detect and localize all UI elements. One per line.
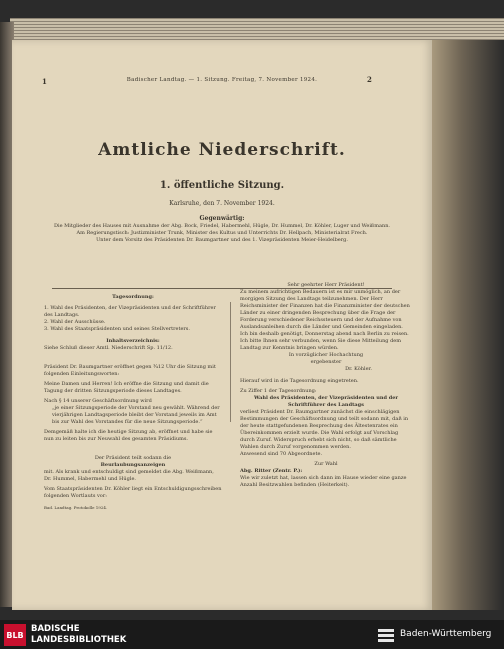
session-date: Karlsruhe, den 7. November 1924. <box>169 200 275 207</box>
page-number-right: 2 <box>367 75 372 84</box>
agenda-item: 1. Wahl des Präsidenten, der Vizepräsidenten und der Schriftführer des Landtags. <box>44 305 216 318</box>
letter-salutation: Sehr geehrter Herr Präsident! <box>287 282 365 288</box>
present-list <box>42 223 402 244</box>
running-head: Badischer Landtag. — 1. Sitzung. Freitag, 7. November 1924. <box>126 77 318 83</box>
paragraph: Nach § 14 unserer Geschäftsordnung wird <box>44 398 152 404</box>
section-heading: Wahl des Präsidenten, der Vizepräsidenten und der Schriftführer des Landtags <box>253 395 399 408</box>
library-name <box>31 624 126 646</box>
letter-closing: ergebenster <box>310 359 342 365</box>
letter-signature: Dr. Köhler. <box>345 366 372 372</box>
library-name-line1: BADISCHE <box>31 624 80 634</box>
blb-logo-icon[interactable]: BLB <box>4 624 26 646</box>
session-subtitle: 1. öffentliche Sitzung. <box>159 180 285 191</box>
contents-line: Siehe Schluß dieser Amtl. Niederschrift Sp. 11/12. <box>44 345 173 351</box>
paragraph: Präsident Dr. Baumgartner eröffnet gegen ¾12 Uhr die Sitzung mit folgenden Einleitungsworten: <box>44 364 216 377</box>
right-column <box>240 282 412 489</box>
contents-heading: Inhaltsverzeichnis: <box>106 338 160 344</box>
letter-closing: In vorzüglicher Hochachtung <box>288 352 364 358</box>
letter-body: Zu meinem aufrichtigen Bedauern ist es mir unmöglich, an der morgigen Sitzung des Landtags teilzunehmen. Der Herr Reichsminister der Finanzen hat die Finanzminister der deutschen Länder zu einer dringenden Besprechung über die Frage der Forderung verschiedener Reichssteuern und der Aufnahme von Auslandsanleihen durch die Länder und Gemeinden eingeladen. Ich bin deshalb genötigt, Donnerstag abend nach Berlin zu reisen. Ich bitte Ihnen sehr verbunden, wenn Sie diese Mitteilung dem Landtag zur Kenntnis bringen würden. <box>240 289 410 351</box>
present-line: Unter dem Vorsitz des Präsidenten Dr. Baumgartner und des 1. Vizepräsidenten Meier-Heidelberg. <box>96 237 348 243</box>
paragraph: Zur Wahl <box>314 461 338 467</box>
column-divider <box>230 302 231 422</box>
agenda-heading: Tagesordnung: <box>112 294 154 300</box>
paragraph: Zu Ziffer 1 der Tagesordnung: <box>240 388 317 394</box>
present-heading: Gegenwärtig: <box>199 215 245 222</box>
state-name[interactable]: Baden-Württemberg <box>400 629 492 639</box>
page-stack-edge <box>10 18 504 40</box>
page-number-left: 1 <box>42 77 47 86</box>
document-title: Amtliche Niederschrift. <box>98 140 346 160</box>
paragraph: verliest Präsident Dr. Baumgartner zunächst die einschlägigen Bestimmungen der Geschäftsordnung und teilt sodann mit, daß in der heute stattgefundenen Besprechung des Ältestenrates ein Übereinkommen erzielt wurde. Die Wahl erfolgt auf Vorschlag durch Zuruf. Widerspruch erhebt sich nicht, so daß sämtliche Wahlen durch Zuruf vorgenommen werden. <box>240 409 409 450</box>
document-page <box>12 40 432 610</box>
footnote: Bad. Landtag. Protokolle 1924. <box>44 505 108 510</box>
book-right-edge <box>432 40 504 610</box>
library-name-line2: LANDESBIBLIOTHEK <box>31 635 127 645</box>
bw-lions-icon[interactable] <box>376 626 396 644</box>
left-column <box>44 294 222 511</box>
agenda-item: 2. Wahl der Ausschüsse. <box>44 319 106 325</box>
section-heading: Beurlaubungsanzeigen <box>100 462 166 468</box>
paragraph: mit. Als krank und entschuldigt sind gemeldet die Abg. Weißmann, Dr. Hummel, Habermehl und Hügle. <box>44 469 214 482</box>
paragraph: Der Präsident teilt sodann die <box>94 455 172 461</box>
agenda-item: 3. Wahl des Staatspräsidenten und seines Stellvertreters. <box>44 326 190 332</box>
paragraph: Anwesend sind 70 Abgeordnete. <box>240 451 323 457</box>
present-line: Am Regierungstisch: Justizminister Trunk, Minister des Kultus und Unterrichts Dr. Hellpach, Ministerialrat Frech. <box>76 230 368 236</box>
paragraph: Meine Damen und Herren! Ich eröffne die Sitzung und damit die Tagung der dritten Sitzungsperiode dieses Landtages. <box>44 381 209 394</box>
paragraph: Vom Staatspräsidenten Dr. Köhler liegt ein Entschuldigungsschreiben folgenden Wortlauts vor: <box>44 486 222 499</box>
paragraph: Wie wir zuletzt hat, lassen sich dann im Hause wieder eine ganze Anzahl Besitzwahlen befinden (Heiterkeit). <box>240 475 407 488</box>
paragraph: Hierauf wird in die Tagesordnung eingetreten. <box>240 378 359 384</box>
paragraph: Demgemäß halte ich die heutige Sitzung ab, eröffnet und habe sie nun zu leiten bis zur Neuwahl des gesamten Präsidiums. <box>44 429 213 442</box>
speaker: Abg. Ritter (Zentr. P.): <box>240 468 303 474</box>
present-line: Die Mitglieder des Hauses mit Ausnahme der Abg. Bock, Friedel, Habermehl, Hügle, Dr. Hummel, Dr. Köhler, Luger und Weißmann. <box>53 223 391 229</box>
quote-paragraph: „je einer Sitzungsperiode der Vorstand neu gewählt. Während der vierjährigen Landtagsperiode bleibt der Vorstand jeweils im Amt bis zur Wahl des Vorstandes für die neue Sitzungsperiode.“ <box>52 405 220 425</box>
